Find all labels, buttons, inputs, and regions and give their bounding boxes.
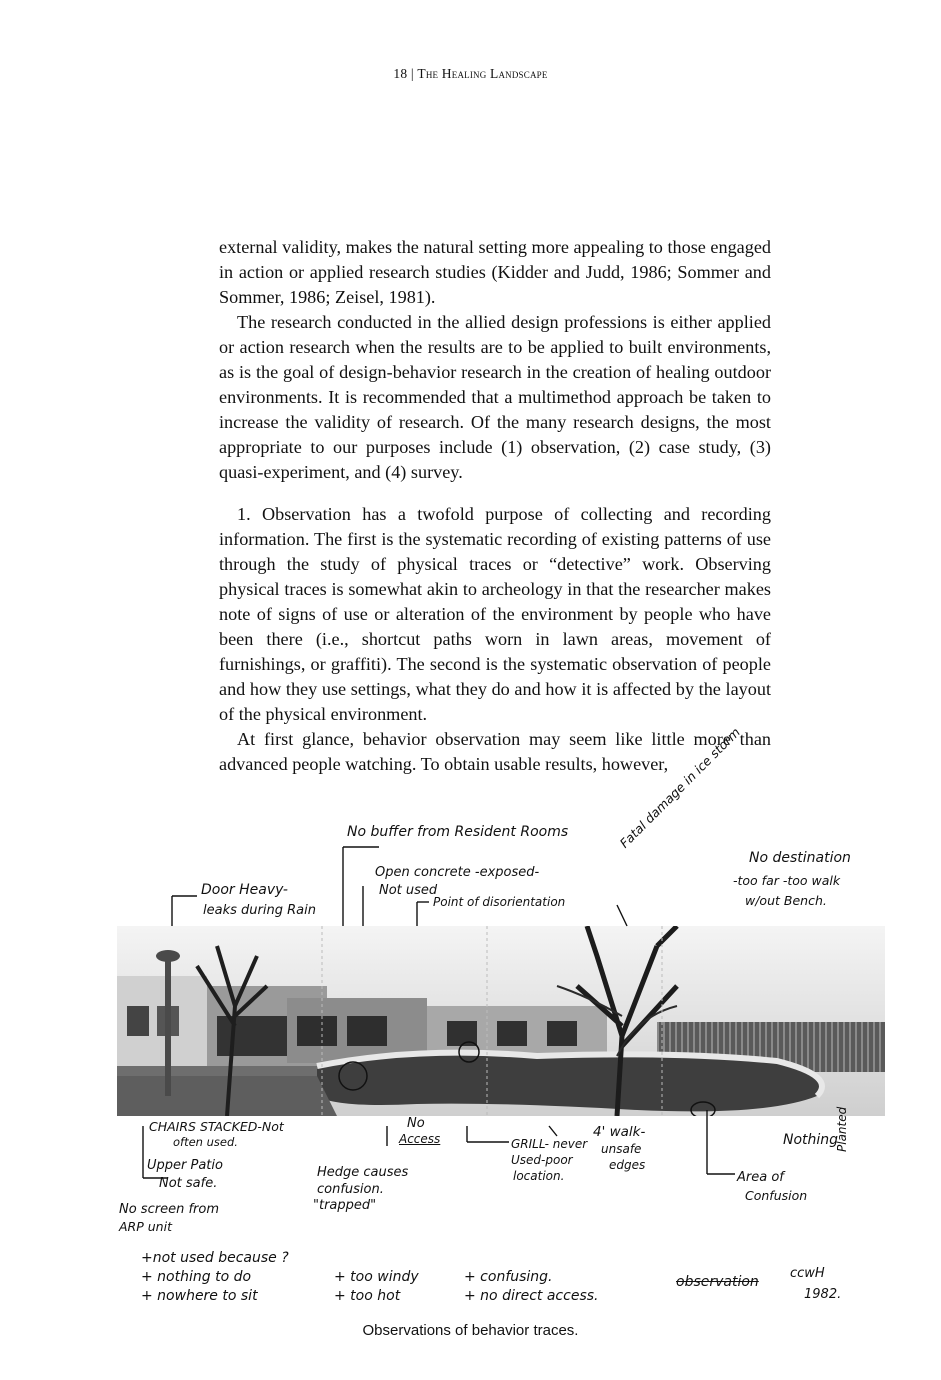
note-too-hot: + too hot (334, 1288, 401, 1304)
note-no-direct-access: + no direct access. (464, 1288, 599, 1304)
note-confusing: + confusing. (464, 1269, 553, 1285)
annotation-area-confusion-1: Area of (737, 1170, 784, 1185)
annotation-no-buffer: No buffer from Resident Rooms (347, 824, 569, 840)
annotation-walk-1: 4' walk- (593, 1124, 646, 1140)
annotation-grill-2: Used-poor (511, 1153, 573, 1167)
running-head (0, 66, 941, 82)
paragraph-4: At first glance, behavior observation may seem like little more than advanced people watching. To obtain usable results, however, (219, 729, 771, 774)
annotation-grill-1: GRILL- never (511, 1137, 588, 1151)
page-number: 18 (393, 66, 408, 81)
annotation-hedge-1: Hedge causes (317, 1165, 409, 1180)
annotation-often-used: often used. (173, 1135, 238, 1149)
annotation-no-screen-1: No screen from (119, 1202, 219, 1217)
annotation-chairs-stacked: CHAIRS STACKED-Not (149, 1119, 284, 1134)
annotation-point-disorientation: Point of disorientation (433, 895, 566, 909)
annotation-without-bench: w/out Bench. (745, 893, 827, 908)
annotation-fatal-damage: Fatal damage in ice storm (616, 724, 744, 851)
note-initials: ccwH (790, 1266, 825, 1281)
annotation-nothing-planted-2: Planted (835, 1106, 849, 1152)
annotation-leaks: leaks during Rain (203, 903, 316, 918)
note-nothing-to-do: + nothing to do (141, 1269, 252, 1285)
annotation-walk-2: unsafe (601, 1142, 642, 1156)
paragraph-3: 1. Observation has a twofold purpose of collecting and recording information. The first is the systematic recording of existing patterns of use through the study of physical traces or “detective” work. Observing physical traces is somewhat akin to archeology in that the researcher makes note of signs of use or alteration of the environment by people who have been there (i.e., shortcut paths worn in lawn areas, movement of furnishings, or graffiti). The second is the systematic observation of people and how they use settings, what they do and how it is affected by the layout of the physical environment. (219, 504, 771, 724)
annotation-no-screen-2: ARP unit (119, 1219, 172, 1234)
annotation-door-heavy: Door Heavy- (201, 882, 288, 898)
annotation-upper-patio-2: Not safe. (159, 1176, 218, 1191)
note-not-used-because: +not used because ? (141, 1250, 289, 1266)
annotation-grill-3: location. (513, 1169, 565, 1183)
annotation-no-access-1: No (407, 1116, 425, 1131)
book-title: The Healing Landscape (417, 66, 548, 81)
figure-caption: Observations of behavior traces. (362, 1322, 579, 1339)
note-observation: observation (676, 1274, 759, 1290)
note-year: 1982. (804, 1287, 842, 1302)
annotation-walk-3: edges (609, 1158, 646, 1172)
note-too-windy: + too windy (334, 1269, 419, 1285)
annotation-area-confusion-2: Confusion (745, 1188, 808, 1203)
body-text (219, 235, 771, 777)
annotation-open-concrete: Open concrete -exposed- (375, 865, 540, 880)
annotation-too-far: -too far -too walk (733, 873, 841, 888)
annotation-no-destination: No destination (749, 850, 851, 866)
header-separator: | (410, 66, 414, 81)
annotation-hedge-2: confusion. (317, 1182, 384, 1197)
annotation-nothing-planted-1: Nothing (783, 1132, 839, 1148)
annotation-not-used: Not used (379, 883, 438, 898)
annotation-upper-patio-1: Upper Patio (147, 1158, 223, 1173)
annotation-no-access-2: Access (399, 1132, 441, 1146)
paragraph-1: external validity, makes the natural setting more appealing to those engaged in action or applied research studies (Kidder and Judd, 1986; Sommer and Sommer, 1986; Zeisel, 1981). (219, 237, 771, 307)
annotation-hedge-3: "trapped" (313, 1198, 377, 1213)
note-nowhere-to-sit: + nowhere to sit (141, 1288, 258, 1304)
paragraph-2: The research conducted in the allied design professions is either applied or action research when the results are to be applied to built environments, as is the goal of design-behavior research in the creation of healing outdoor environments. It is recommended that a multimethod approach be taken to increase the validity of research. Of the many research designs, the most appropriate to our purposes include (1) observation, (2) case study, (3) quasi-experiment, and (4) survey. (219, 312, 771, 482)
